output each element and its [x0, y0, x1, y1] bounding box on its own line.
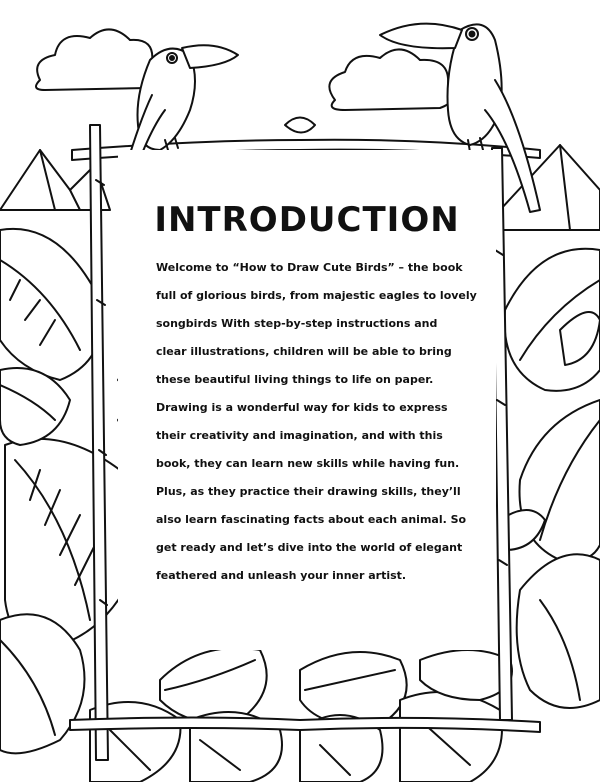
- intro-line: feathered and unleash your inner artist.: [156, 569, 407, 582]
- leaf-bottom-1: [160, 648, 267, 723]
- intro-line: Welcome to “How to Draw Cute Birds” – the book: [156, 261, 463, 274]
- page-title: INTRODUCTION: [154, 200, 460, 240]
- cloud-left: [36, 29, 158, 90]
- leaf-bottom-2: [300, 652, 407, 726]
- intro-line: these beautiful living things to life on paper.: [156, 373, 434, 386]
- branch-leaf-2: [285, 118, 315, 133]
- intro-line: full of glorious birds, from majestic eagles to lovely: [156, 289, 477, 302]
- intro-paragraph: [156, 254, 477, 590]
- intro-line: book, they can learn new skills while having fun.: [156, 457, 460, 470]
- intro-line: songbirds With step-by-step instructions and: [156, 317, 438, 330]
- intro-line: clear illustrations, children will be able to bring: [156, 345, 452, 358]
- branch-left: [90, 125, 108, 760]
- intro-line: also learn fascinating facts about each animal. So: [156, 513, 467, 526]
- intro-line: get ready and let’s dive into the world of elegant: [156, 541, 463, 554]
- intro-panel: [118, 150, 496, 650]
- leaf-bottom-6: [400, 692, 502, 782]
- cloud-right: [329, 49, 453, 110]
- intro-line: Plus, as they practice their drawing skills, they’ll: [156, 485, 461, 498]
- intro-line: their creativity and imagination, and with this: [156, 429, 443, 442]
- intro-line: Drawing is a wonderful way for kids to express: [156, 401, 448, 414]
